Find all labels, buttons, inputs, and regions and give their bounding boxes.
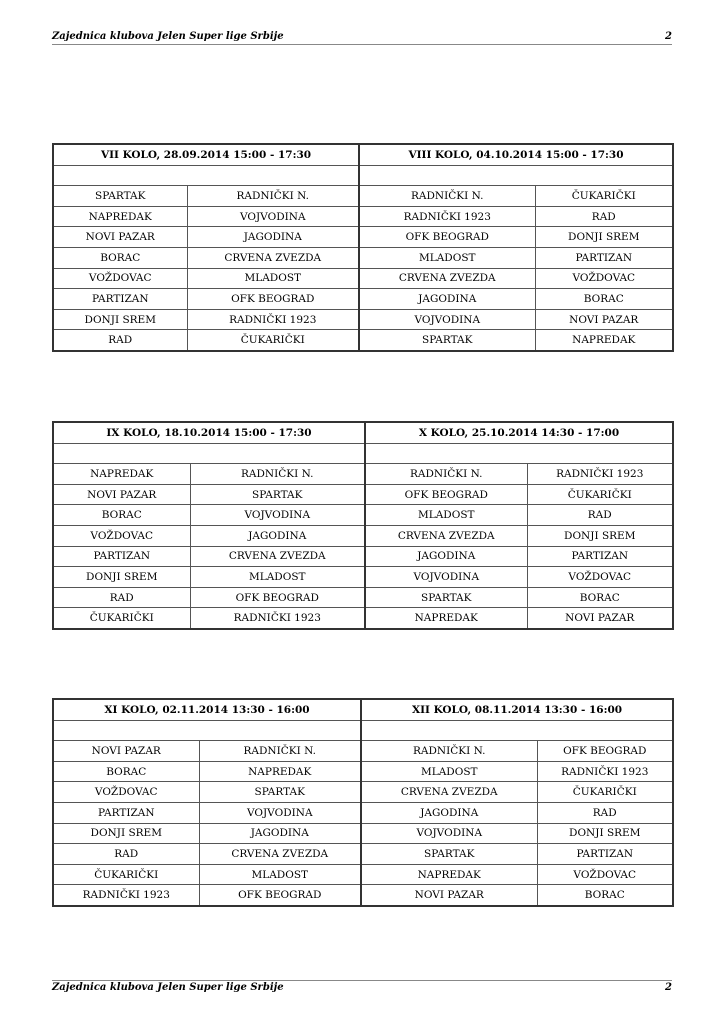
away-team-left: RADNIČKI N. <box>187 186 359 207</box>
home-team-left: VOŽDOVAC <box>53 268 187 289</box>
home-team-right: NAPREDAK <box>365 608 527 629</box>
round-title-left: XI KOLO, 02.11.2014 13:30 - 16:00 <box>53 699 361 720</box>
blank-cell-right <box>365 443 673 464</box>
away-team-left: SPARTAK <box>190 484 365 505</box>
home-team-left: SPARTAK <box>53 186 187 207</box>
match-row <box>53 761 673 782</box>
match-row <box>53 567 673 588</box>
away-team-right: PARTIZAN <box>537 844 673 865</box>
home-team-right: NAPREDAK <box>361 864 537 885</box>
home-team-right: CRVENA ZVEZDA <box>365 525 527 546</box>
away-team-left: VOJVODINA <box>187 206 359 227</box>
home-team-left: RADNIČKI 1923 <box>53 885 199 906</box>
blank-row <box>53 443 673 464</box>
away-team-left: CRVENA ZVEZDA <box>187 247 359 268</box>
blank-cell-right <box>361 720 673 741</box>
away-team-left: ČUKARIČKI <box>187 330 359 351</box>
round-title-left: IX KOLO, 18.10.2014 15:00 - 17:30 <box>53 422 365 443</box>
round-title-left: VII KOLO, 28.09.2014 15:00 - 17:30 <box>53 144 359 165</box>
match-row <box>53 268 673 289</box>
home-team-left: NOVI PAZAR <box>53 741 199 762</box>
away-team-left: VOJVODINA <box>190 505 365 526</box>
match-row <box>53 844 673 865</box>
home-team-left: RAD <box>53 330 187 351</box>
home-team-left: VOŽDOVAC <box>53 525 190 546</box>
away-team-left: RADNIČKI 1923 <box>190 608 365 629</box>
blank-row <box>53 720 673 741</box>
blank-row <box>53 165 673 186</box>
blank-cell-left <box>53 443 365 464</box>
away-team-right: VOŽDOVAC <box>535 268 673 289</box>
header-page-number: 2 <box>665 31 672 42</box>
match-row <box>53 206 673 227</box>
home-team-right: JAGODINA <box>361 802 537 823</box>
round-title-right: X KOLO, 25.10.2014 14:30 - 17:00 <box>365 422 673 443</box>
match-row <box>53 289 673 310</box>
away-team-left: MLADOST <box>187 268 359 289</box>
match-row <box>53 608 673 629</box>
away-team-right: RAD <box>527 505 673 526</box>
match-row <box>53 484 673 505</box>
match-row <box>53 186 673 207</box>
away-team-right: NOVI PAZAR <box>535 309 673 330</box>
away-team-right: OFK BEOGRAD <box>537 741 673 762</box>
away-team-right: NAPREDAK <box>535 330 673 351</box>
match-row <box>53 885 673 906</box>
match-row <box>53 546 673 567</box>
away-team-left: RADNIČKI N. <box>190 464 365 485</box>
away-team-left: MLADOST <box>190 567 365 588</box>
home-team-right: RADNIČKI 1923 <box>359 206 535 227</box>
away-team-left: JAGODINA <box>187 227 359 248</box>
away-team-left: CRVENA ZVEZDA <box>190 546 365 567</box>
home-team-left: VOŽDOVAC <box>53 782 199 803</box>
home-team-left: PARTIZAN <box>53 802 199 823</box>
match-row <box>53 247 673 268</box>
match-row <box>53 823 673 844</box>
round-header-row <box>53 422 673 443</box>
match-row <box>53 505 673 526</box>
match-row <box>53 864 673 885</box>
match-row <box>53 802 673 823</box>
round-header-row <box>53 699 673 720</box>
home-team-right: RADNIČKI N. <box>365 464 527 485</box>
away-team-left: NAPREDAK <box>199 761 361 782</box>
home-team-left: DONJI SREM <box>53 309 187 330</box>
match-row <box>53 782 673 803</box>
footer-page-number: 2 <box>665 982 672 993</box>
away-team-left: SPARTAK <box>199 782 361 803</box>
fixture-table-rounds-11-12 <box>52 698 674 907</box>
home-team-left: DONJI SREM <box>53 823 199 844</box>
home-team-left: BORAC <box>53 247 187 268</box>
away-team-left: OFK BEOGRAD <box>199 885 361 906</box>
blank-cell-right <box>359 165 673 186</box>
home-team-left: ČUKARIČKI <box>53 864 199 885</box>
match-row <box>53 741 673 762</box>
away-team-right: DONJI SREM <box>537 823 673 844</box>
away-team-right: ČUKARIČKI <box>537 782 673 803</box>
match-row <box>53 227 673 248</box>
away-team-left: RADNIČKI 1923 <box>187 309 359 330</box>
home-team-right: SPARTAK <box>361 844 537 865</box>
home-team-right: OFK BEOGRAD <box>365 484 527 505</box>
away-team-left: CRVENA ZVEZDA <box>199 844 361 865</box>
home-team-left: RAD <box>53 587 190 608</box>
home-team-right: MLADOST <box>361 761 537 782</box>
home-team-left: NAPREDAK <box>53 464 190 485</box>
away-team-right: RADNIČKI 1923 <box>527 464 673 485</box>
home-team-right: NOVI PAZAR <box>361 885 537 906</box>
away-team-right: PARTIZAN <box>527 546 673 567</box>
footer-title: Zajednica klubova Jelen Super lige Srbije <box>52 982 284 993</box>
away-team-right: ČUKARIČKI <box>527 484 673 505</box>
home-team-right: RADNIČKI N. <box>361 741 537 762</box>
match-row <box>53 587 673 608</box>
match-row <box>53 309 673 330</box>
away-team-left: OFK BEOGRAD <box>190 587 365 608</box>
home-team-left: RAD <box>53 844 199 865</box>
home-team-right: RADNIČKI N. <box>359 186 535 207</box>
home-team-left: NOVI PAZAR <box>53 484 190 505</box>
header-title: Zajednica klubova Jelen Super lige Srbije <box>52 31 284 42</box>
home-team-left: BORAC <box>53 761 199 782</box>
round-title-right: VIII KOLO, 04.10.2014 15:00 - 17:30 <box>359 144 673 165</box>
page-header <box>52 30 672 45</box>
away-team-left: JAGODINA <box>190 525 365 546</box>
away-team-right: BORAC <box>537 885 673 906</box>
fixture-table-rounds-7-8 <box>52 143 674 352</box>
away-team-right: VOŽDOVAC <box>537 864 673 885</box>
fixture-table-rounds-9-10 <box>52 421 674 630</box>
home-team-left: PARTIZAN <box>53 289 187 310</box>
away-team-right: DONJI SREM <box>527 525 673 546</box>
home-team-right: JAGODINA <box>359 289 535 310</box>
away-team-left: VOJVODINA <box>199 802 361 823</box>
match-row <box>53 330 673 351</box>
away-team-left: RADNIČKI N. <box>199 741 361 762</box>
home-team-right: CRVENA ZVEZDA <box>359 268 535 289</box>
home-team-right: SPARTAK <box>359 330 535 351</box>
home-team-left: BORAC <box>53 505 190 526</box>
home-team-right: CRVENA ZVEZDA <box>361 782 537 803</box>
round-header-row <box>53 144 673 165</box>
page-footer <box>52 980 672 997</box>
home-team-left: NAPREDAK <box>53 206 187 227</box>
home-team-right: OFK BEOGRAD <box>359 227 535 248</box>
home-team-left: ČUKARIČKI <box>53 608 190 629</box>
home-team-right: MLADOST <box>359 247 535 268</box>
away-team-left: MLADOST <box>199 864 361 885</box>
blank-cell-left <box>53 720 361 741</box>
home-team-right: SPARTAK <box>365 587 527 608</box>
away-team-right: BORAC <box>535 289 673 310</box>
away-team-right: RADNIČKI 1923 <box>537 761 673 782</box>
away-team-right: ČUKARIČKI <box>535 186 673 207</box>
match-row <box>53 525 673 546</box>
round-title-right: XII KOLO, 08.11.2014 13:30 - 16:00 <box>361 699 673 720</box>
home-team-right: VOJVODINA <box>359 309 535 330</box>
away-team-left: JAGODINA <box>199 823 361 844</box>
away-team-right: NOVI PAZAR <box>527 608 673 629</box>
away-team-right: BORAC <box>527 587 673 608</box>
away-team-right: RAD <box>537 802 673 823</box>
blank-cell-left <box>53 165 359 186</box>
home-team-right: JAGODINA <box>365 546 527 567</box>
away-team-right: PARTIZAN <box>535 247 673 268</box>
match-row <box>53 464 673 485</box>
away-team-left: OFK BEOGRAD <box>187 289 359 310</box>
home-team-right: VOJVODINA <box>365 567 527 588</box>
home-team-left: NOVI PAZAR <box>53 227 187 248</box>
away-team-right: DONJI SREM <box>535 227 673 248</box>
home-team-left: DONJI SREM <box>53 567 190 588</box>
away-team-right: RAD <box>535 206 673 227</box>
home-team-right: MLADOST <box>365 505 527 526</box>
home-team-right: VOJVODINA <box>361 823 537 844</box>
home-team-left: PARTIZAN <box>53 546 190 567</box>
away-team-right: VOŽDOVAC <box>527 567 673 588</box>
